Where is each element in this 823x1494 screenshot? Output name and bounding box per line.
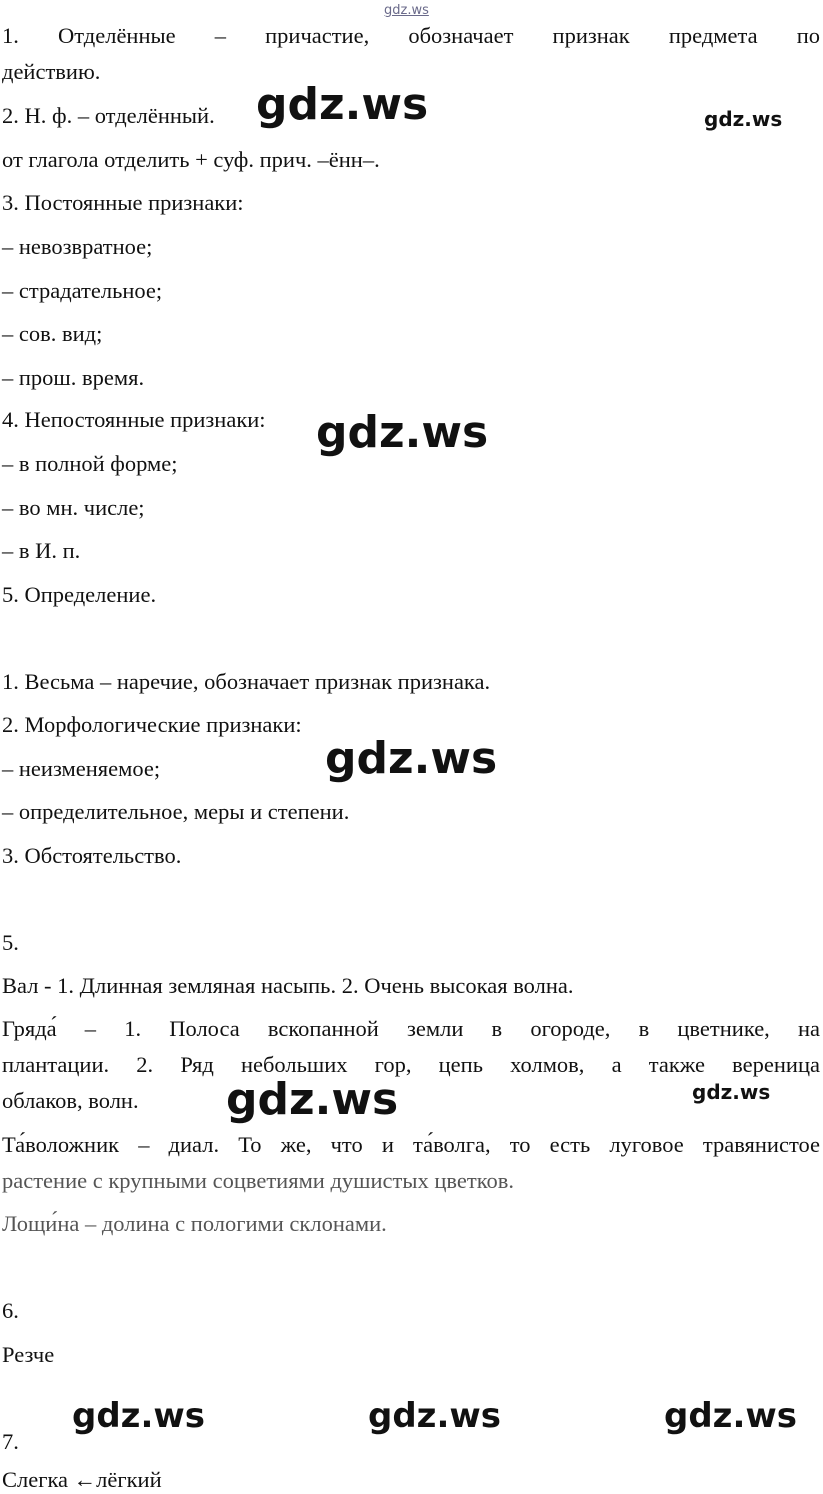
watermark-logo: gdz.ws: [692, 1080, 771, 1104]
text-line: действию.: [2, 59, 101, 84]
section-number: 6.: [2, 1298, 19, 1323]
text-line: 4. Непостоянные признаки:: [2, 407, 266, 432]
watermark-logo: gdz.ws: [226, 1074, 399, 1125]
section-number: 7.: [2, 1429, 19, 1454]
text-line: Резче: [2, 1342, 55, 1367]
text-line: 2. Морфологические признаки:: [2, 712, 302, 737]
watermark-logo: gdz.ws: [368, 1396, 502, 1436]
text-line: Гряда́ – 1. Полоса вскопанной земли в огороде, в цветнике, на: [2, 1016, 820, 1041]
watermark-logo: gdz.ws: [256, 79, 429, 130]
text-line: облаков, волн.: [2, 1088, 139, 1113]
text-line: – в полной форме;: [2, 451, 178, 476]
text-line: – страдательное;: [2, 278, 163, 303]
watermark-logo: gdz.ws: [316, 407, 489, 458]
text-line: Вал - 1. Длинная земляная насыпь. 2. Очень высокая волна.: [2, 973, 574, 998]
text-line: – в И. п.: [2, 538, 81, 563]
text-line: Слегка ←лёгкий: [2, 1467, 162, 1492]
section-number: 5.: [2, 930, 19, 955]
text-line: 3. Постоянные признаки:: [2, 190, 244, 215]
text-line: – определительное, меры и степени.: [2, 799, 350, 824]
text-line: 1. Отделённые – причастие, обозначает признак предмета по: [2, 23, 820, 48]
text-line: – прош. время.: [2, 365, 145, 390]
text-line: 2. Н. ф. – отделённый.: [2, 103, 215, 128]
watermark-logo: gdz.ws: [72, 1396, 206, 1436]
text-line: – невозвратное;: [2, 234, 153, 259]
text-line: растение с крупными соцветиями душистых цветков.: [2, 1168, 514, 1193]
text-line: 5. Определение.: [2, 582, 157, 607]
text-line: 1. Весьма – наречие, обозначает признак признака.: [2, 669, 491, 694]
text-line: – во мн. числе;: [2, 495, 145, 520]
text-line: Та́воложник – диал. То же, что и та́волга, то есть луговое травянистое: [2, 1132, 820, 1157]
watermark-logo: gdz.ws: [325, 733, 498, 784]
watermark-logo: gdz.ws: [664, 1396, 798, 1436]
text-line: – сов. вид;: [2, 321, 103, 346]
watermark-logo: gdz.ws: [704, 107, 783, 131]
text-line: от глагола отделить + суф. прич. –ённ–.: [2, 147, 380, 172]
text-line: плантации. 2. Ряд небольших гор, цепь холмов, а также вереница: [2, 1052, 820, 1077]
text-line: 3. Обстоятельство.: [2, 843, 182, 868]
text-line: Лощи́на – долина с пологими склонами.: [2, 1211, 387, 1236]
text-line: – неизменяемое;: [2, 756, 161, 781]
watermark-logo: gdz.ws: [384, 3, 429, 18]
